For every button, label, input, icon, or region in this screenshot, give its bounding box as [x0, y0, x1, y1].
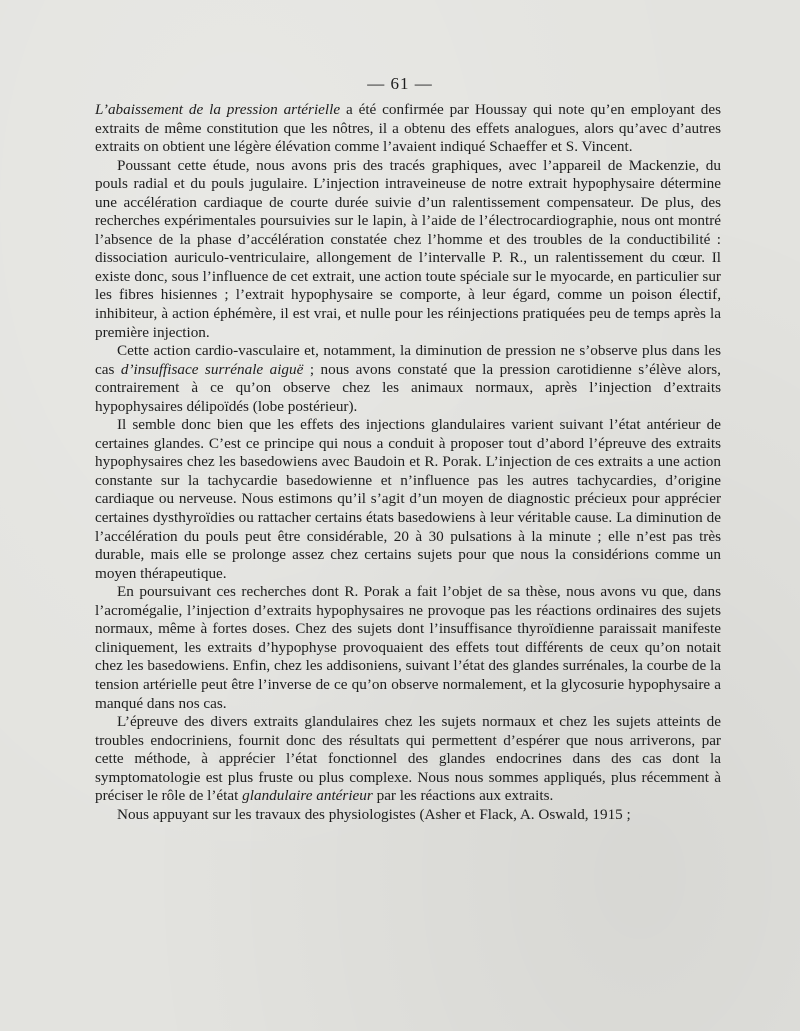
paragraph-3 [95, 342, 721, 416]
italic-phrase: L’abaissement de la pression artérielle [95, 101, 341, 118]
italic-phrase: glandulaire antérieur [242, 787, 373, 805]
paragraph-text: Nous appuyant sur les travaux des physiologistes (Asher et Flack, A. Oswald, 1915 ; [117, 805, 631, 823]
paragraph-7 [95, 806, 721, 825]
paragraph-1 [95, 101, 721, 157]
paragraph-4 [95, 416, 721, 583]
paragraph-text: par les réactions aux extraits. [372, 787, 554, 805]
paragraph-text: a été confirmée par Houssay qui note qu’en employant des extraits de même constitution que les nôtres, il a obtenu des effets analogues, alors qu’avec d’autres extraits on obtient une légère élévation comme l’avaient indiqué Schaeffer et S. Vincent. [95, 101, 721, 156]
paragraph-text: ; nous avons constaté que la pression carotidienne s’élève alors, contrairement à ce qu’on observe chez les animaux normaux, après l’injection d’extraits hypophysaires délipoïdés (lobe postérieur). [95, 360, 721, 415]
paragraph-5 [95, 583, 721, 713]
page-number: — 61 — [367, 74, 433, 93]
paragraph-6 [95, 713, 721, 806]
body-text [95, 101, 721, 824]
paragraph-text: En poursuivant ces recherches dont R. Porak a fait l’objet de sa thèse, nous avons vu que, dans l’acromégalie, l’injection d’extraits hypophysaires ne provoque pas les réactions ordinaires des sujets normaux, même à fortes doses. Chez des sujets dont l’insuffisance thyroïdienne paraissait manifeste cliniquement, les extraits d’hypophyse provoquaient des effets tout différents de ceux qu’on notait chez les basedowiens. Enfin, chez les addisoniens, suivant l’état des glandes surrénales, la courbe de la tension artérielle peut être l’inverse de ce qu’on observe normalement, et la glycosurie hypophysaire a manqué dans nos cas. [95, 583, 721, 712]
paragraph-text: L’épreuve des divers extraits glandulaires chez les sujets normaux et chez les sujets atteints de troubles endocriniens, fournit donc des résultats qui permettent d’espérer que nous arriverons, par cette méthode, à apprécier l’état fonctionnel des glandes endocrines dans des cas dont la symptomatologie est plus fruste ou plus complexe. Nous nous sommes appliqués, plus récemment à préciser le rôle de l’état [95, 713, 721, 805]
paragraph-text: Il semble donc bien que les effets des injections glandulaires varient suivant l’état antérieur de certaines glandes. C’est ce principe qui nous a conduit à proposer tout d’abord l’épreuve des extraits hypophysaires chez les basedowiens avec Baudoin et R. Porak. L’injection de ces extraits a une action constante sur la tachycardie basedowienne et n’influence pas les autres tachycardies, d’origine cardiaque ou nerveuse. Nous estimons qu’il s’agit d’un moyen de diagnostic précieux pour apprécier certaines dysthyroïdies ou rattacher certains états basedowiens à leur véritable cause. La diminution de l’accélération du pouls peut être considérable, 20 à 30 pulsations à la minute ; elle n’est pas très durable, mais elle se prolonge assez chez certains sujets pour que nous la considérions comme un moyen thérapeutique. [95, 416, 721, 582]
paragraph-text: Cette action cardio-vasculaire et, notamment, la diminution de pression ne s’observe plus dans les cas [95, 342, 721, 378]
paragraph-text: Poussant cette étude, nous avons pris des tracés graphiques, avec l’appareil de Mackenzie, du pouls radial et du pouls jugulaire. L’injection intraveineuse de notre extrait hypophysaire détermine une accélération cardiaque de courte durée suivie d’un ralentissement compensateur. De plus, des recherches expérimentales poursuivies sur le lapin, à l’aide de l’électrocardiographie, nous ont montré l’absence de la phase d’accélération constatée chez l’homme et des troubles de la conductibilité : dissociation auriculo-ventriculaire, allongement de l’intervalle P. R., un ralentissement du cœur. Il existe donc, sous l’influence de cet extrait, une action toute spéciale sur le myocarde, en particulier sur les fibres hisiennes ; l’extrait hypophysaire se comporte, à leur égard, comme un poison électif, inhibiteur, à action éphémère, il est vrai, et nulle pour les réinjections pratiquées peu de temps après la première injection. [95, 156, 721, 341]
italic-phrase: d’insuffisace surrénale aiguë [120, 360, 304, 378]
paragraph-2 [95, 157, 721, 342]
